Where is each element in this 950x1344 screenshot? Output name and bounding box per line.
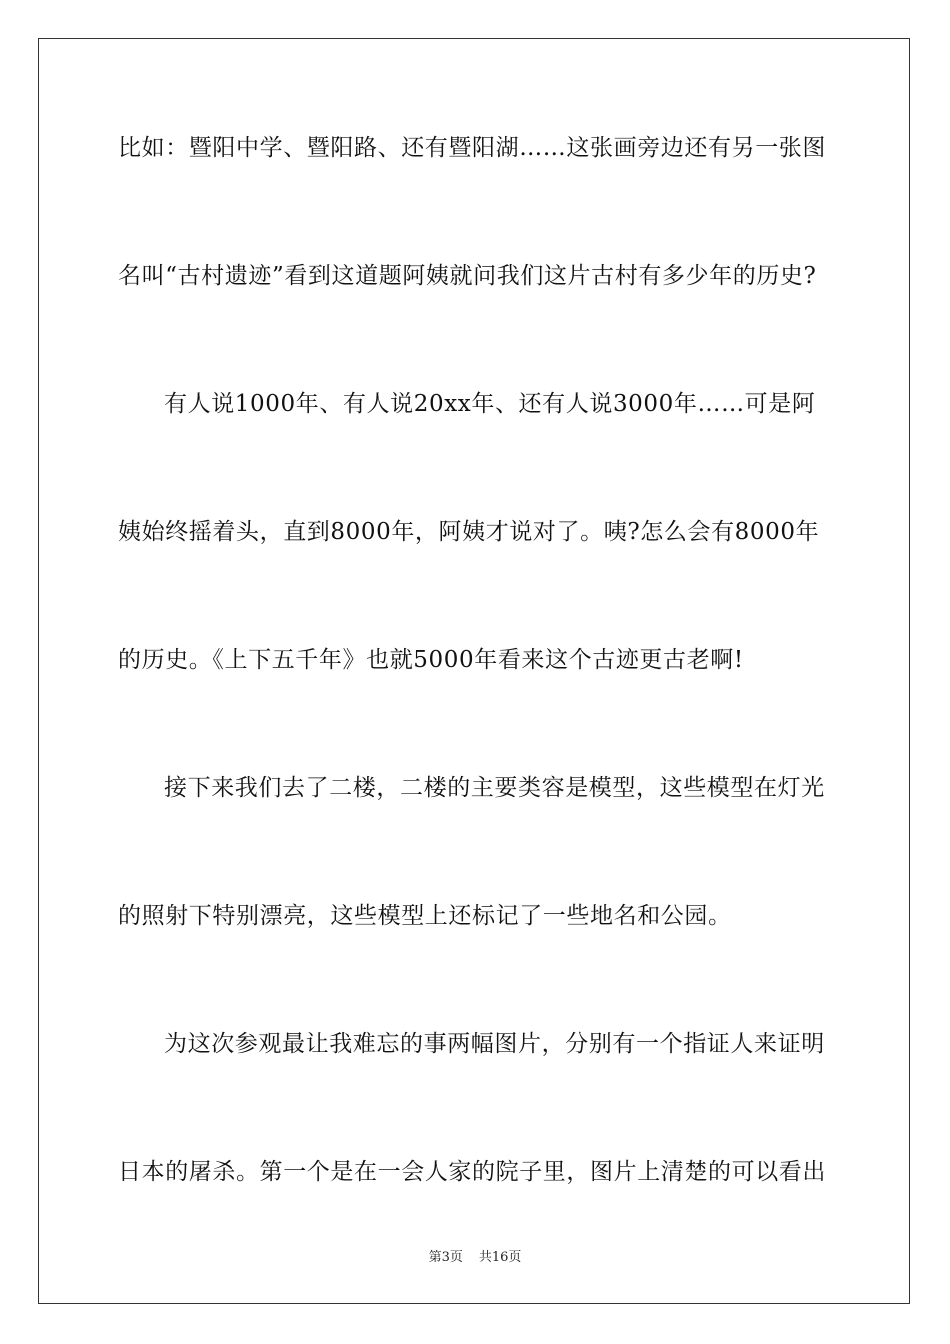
paragraph-line-1: 比如：暨阳中学、暨阳路、还有暨阳湖……这张画旁边还有另一张图 <box>118 135 826 161</box>
paragraph-line-2: 名叫“古村遗迹”看到这道题阿姨就问我们这片古村有多少年的历史? <box>118 263 817 289</box>
paragraph-line-9: 日本的屠杀。第一个是在一会人家的院子里，图片上清楚的可以看出 <box>118 1159 826 1185</box>
paragraph-line-4: 姨始终摇着头，直到8000年，阿姨才说对了。咦?怎么会有8000年 <box>118 519 820 545</box>
paragraph-line-3: 有人说1000年、有人说20xx年、还有人说3000年……可是阿 <box>164 391 816 417</box>
page-total: 共16页 <box>478 1250 522 1265</box>
page-number: 第3页 <box>428 1250 463 1265</box>
paragraph-line-5: 的历史。《上下五千年》也就5000年看来这个古迹更古老啊! <box>118 647 744 673</box>
page-footer <box>0 1249 950 1267</box>
paragraph-line-7: 的照射下特别漂亮，这些模型上还标记了一些地名和公园。 <box>118 903 732 929</box>
paragraph-line-8: 为这次参观最让我难忘的事两幅图片，分别有一个指证人来证明 <box>164 1031 825 1057</box>
paragraph-line-6: 接下来我们去了二楼，二楼的主要类容是模型，这些模型在灯光 <box>164 775 825 801</box>
